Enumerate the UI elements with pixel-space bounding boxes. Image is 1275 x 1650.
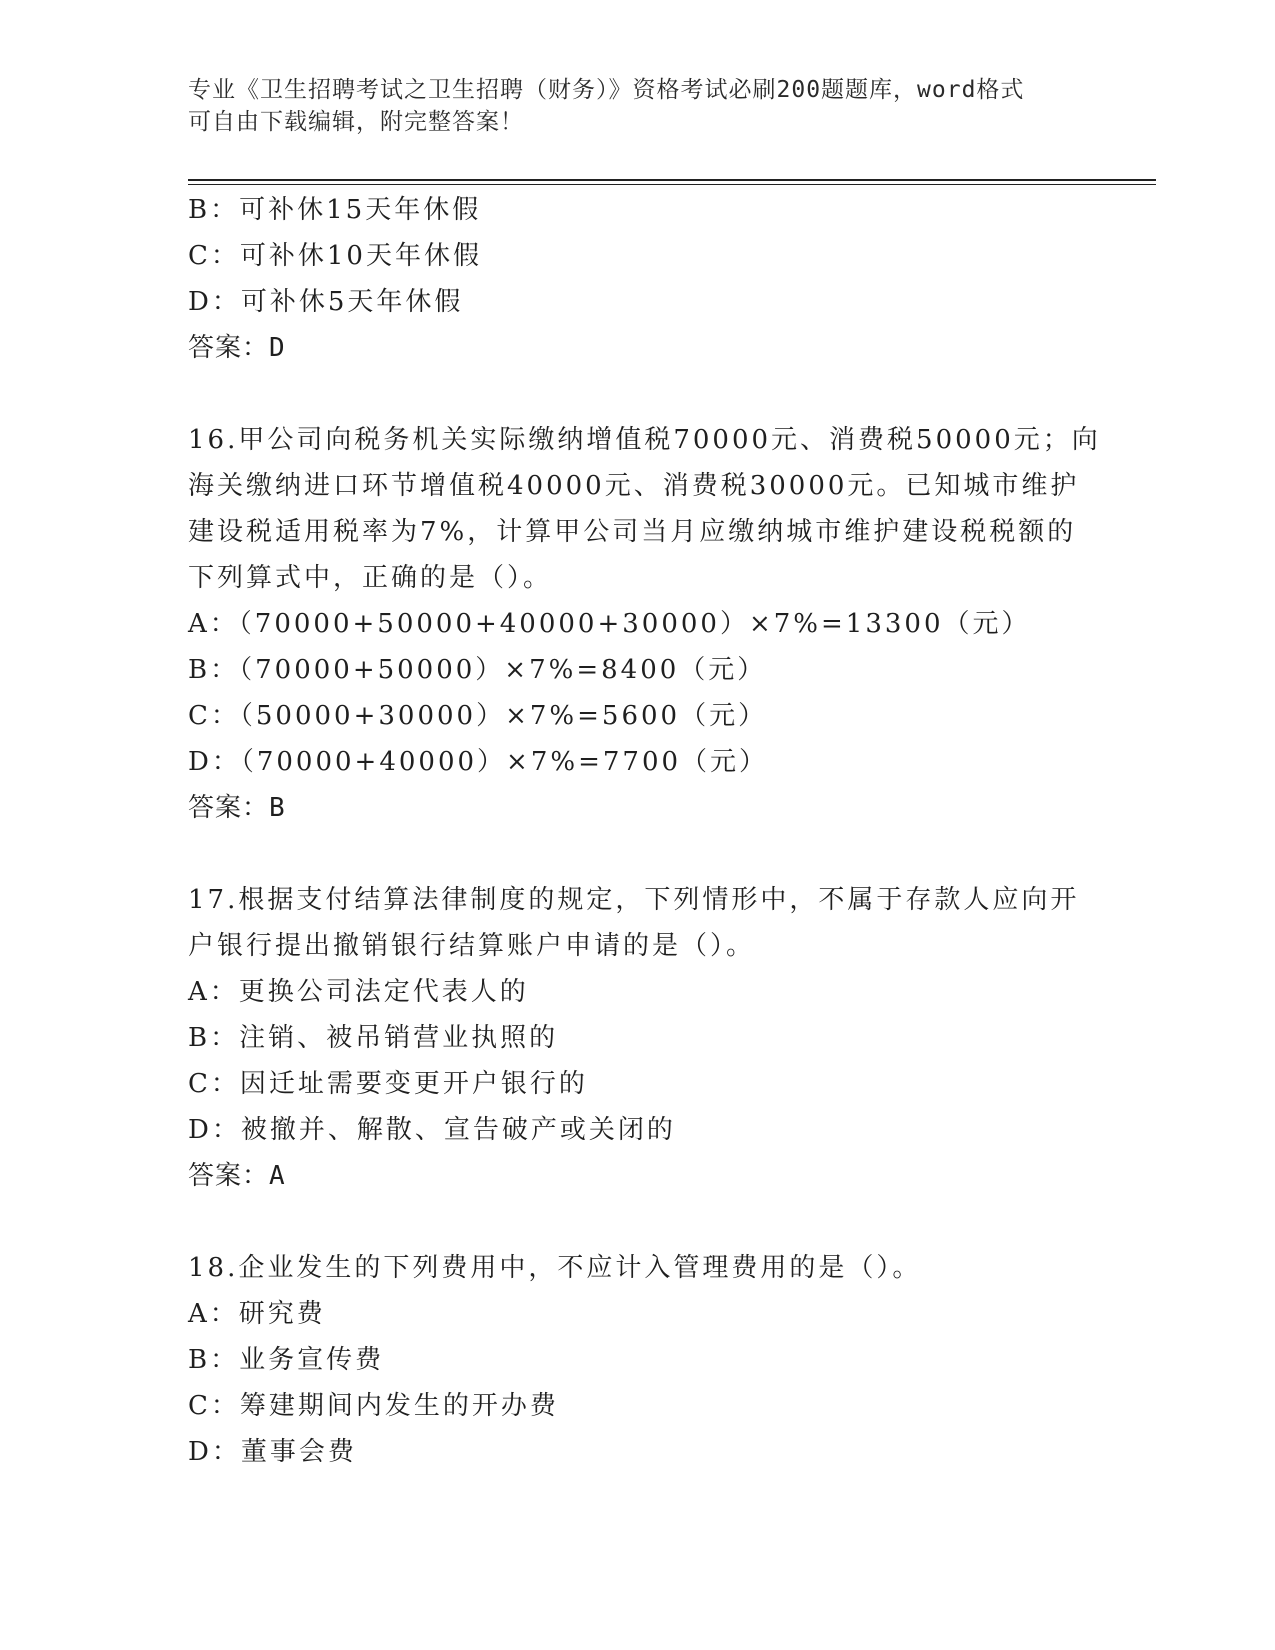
header-divider-thick <box>188 179 1156 181</box>
option-b: B：业务宣传费 <box>188 1345 385 1375</box>
option-c: C：可补休10天年休假 <box>188 241 482 271</box>
option-a: A：更换公司法定代表人的 <box>188 977 529 1007</box>
option-d: D：可补休5天年休假 <box>188 287 464 317</box>
header-title-line2: 可自由下载编辑，附完整答案！ <box>188 109 524 135</box>
answer-line: 答案：D <box>188 333 286 363</box>
question-stem-line: 户银行提出撤销银行结算账户申请的是（）。 <box>188 931 756 961</box>
option-d: D：董事会费 <box>188 1437 357 1467</box>
answer-line: 答案：A <box>188 1161 286 1191</box>
option-a: A：研究费 <box>188 1299 326 1329</box>
option-b: B：可补休15天年休假 <box>188 195 482 225</box>
question-17 <box>188 877 1088 1199</box>
spacer <box>188 371 1088 417</box>
option-d: D：（70000+40000）×7%=7700（元） <box>188 747 769 777</box>
question-stem-line: 17.根据支付结算法律制度的规定，下列情形中，不属于存款人应向开 <box>188 885 1080 915</box>
question-15 <box>188 187 1088 371</box>
question-16 <box>188 417 1101 831</box>
document-header <box>188 74 1068 138</box>
option-d: D：被撤并、解散、宣告破产或关闭的 <box>188 1115 676 1145</box>
option-b: B：注销、被吊销营业执照的 <box>188 1023 559 1053</box>
option-a: A：（70000+50000+40000+30000）×7%=13300（元） <box>188 609 1031 639</box>
question-stem-line: 下列算式中，正确的是（）。 <box>188 563 553 593</box>
header-divider-thin <box>188 184 1156 185</box>
question-stem-line: 建设税适用税率为7%，计算甲公司当月应缴纳城市维护建设税税额的 <box>188 517 1077 547</box>
header-title-line1: 专业《卫生招聘考试之卫生招聘（财务）》资格考试必刷200题题库，word格式 <box>188 77 1025 103</box>
answer-line: 答案：B <box>188 793 286 823</box>
option-c: C：筹建期间内发生的开办费 <box>188 1391 559 1421</box>
question-stem-line: 18.企业发生的下列费用中，不应计入管理费用的是（）。 <box>188 1253 922 1283</box>
spacer <box>188 1199 1088 1245</box>
question-stem-line: 海关缴纳进口环节增值税40000元、消费税30000元。已知城市维护 <box>188 471 1080 501</box>
option-b: B：（70000+50000）×7%=8400（元） <box>188 655 767 685</box>
option-c: C：因迁址需要变更开户银行的 <box>188 1069 588 1099</box>
option-c: C：（50000+30000）×7%=5600（元） <box>188 701 768 731</box>
question-list <box>188 187 1101 1475</box>
spacer <box>188 831 1088 877</box>
question-18 <box>188 1245 1088 1475</box>
question-stem-line: 16.甲公司向税务机关实际缴纳增值税70000元、消费税50000元；向 <box>188 425 1101 455</box>
